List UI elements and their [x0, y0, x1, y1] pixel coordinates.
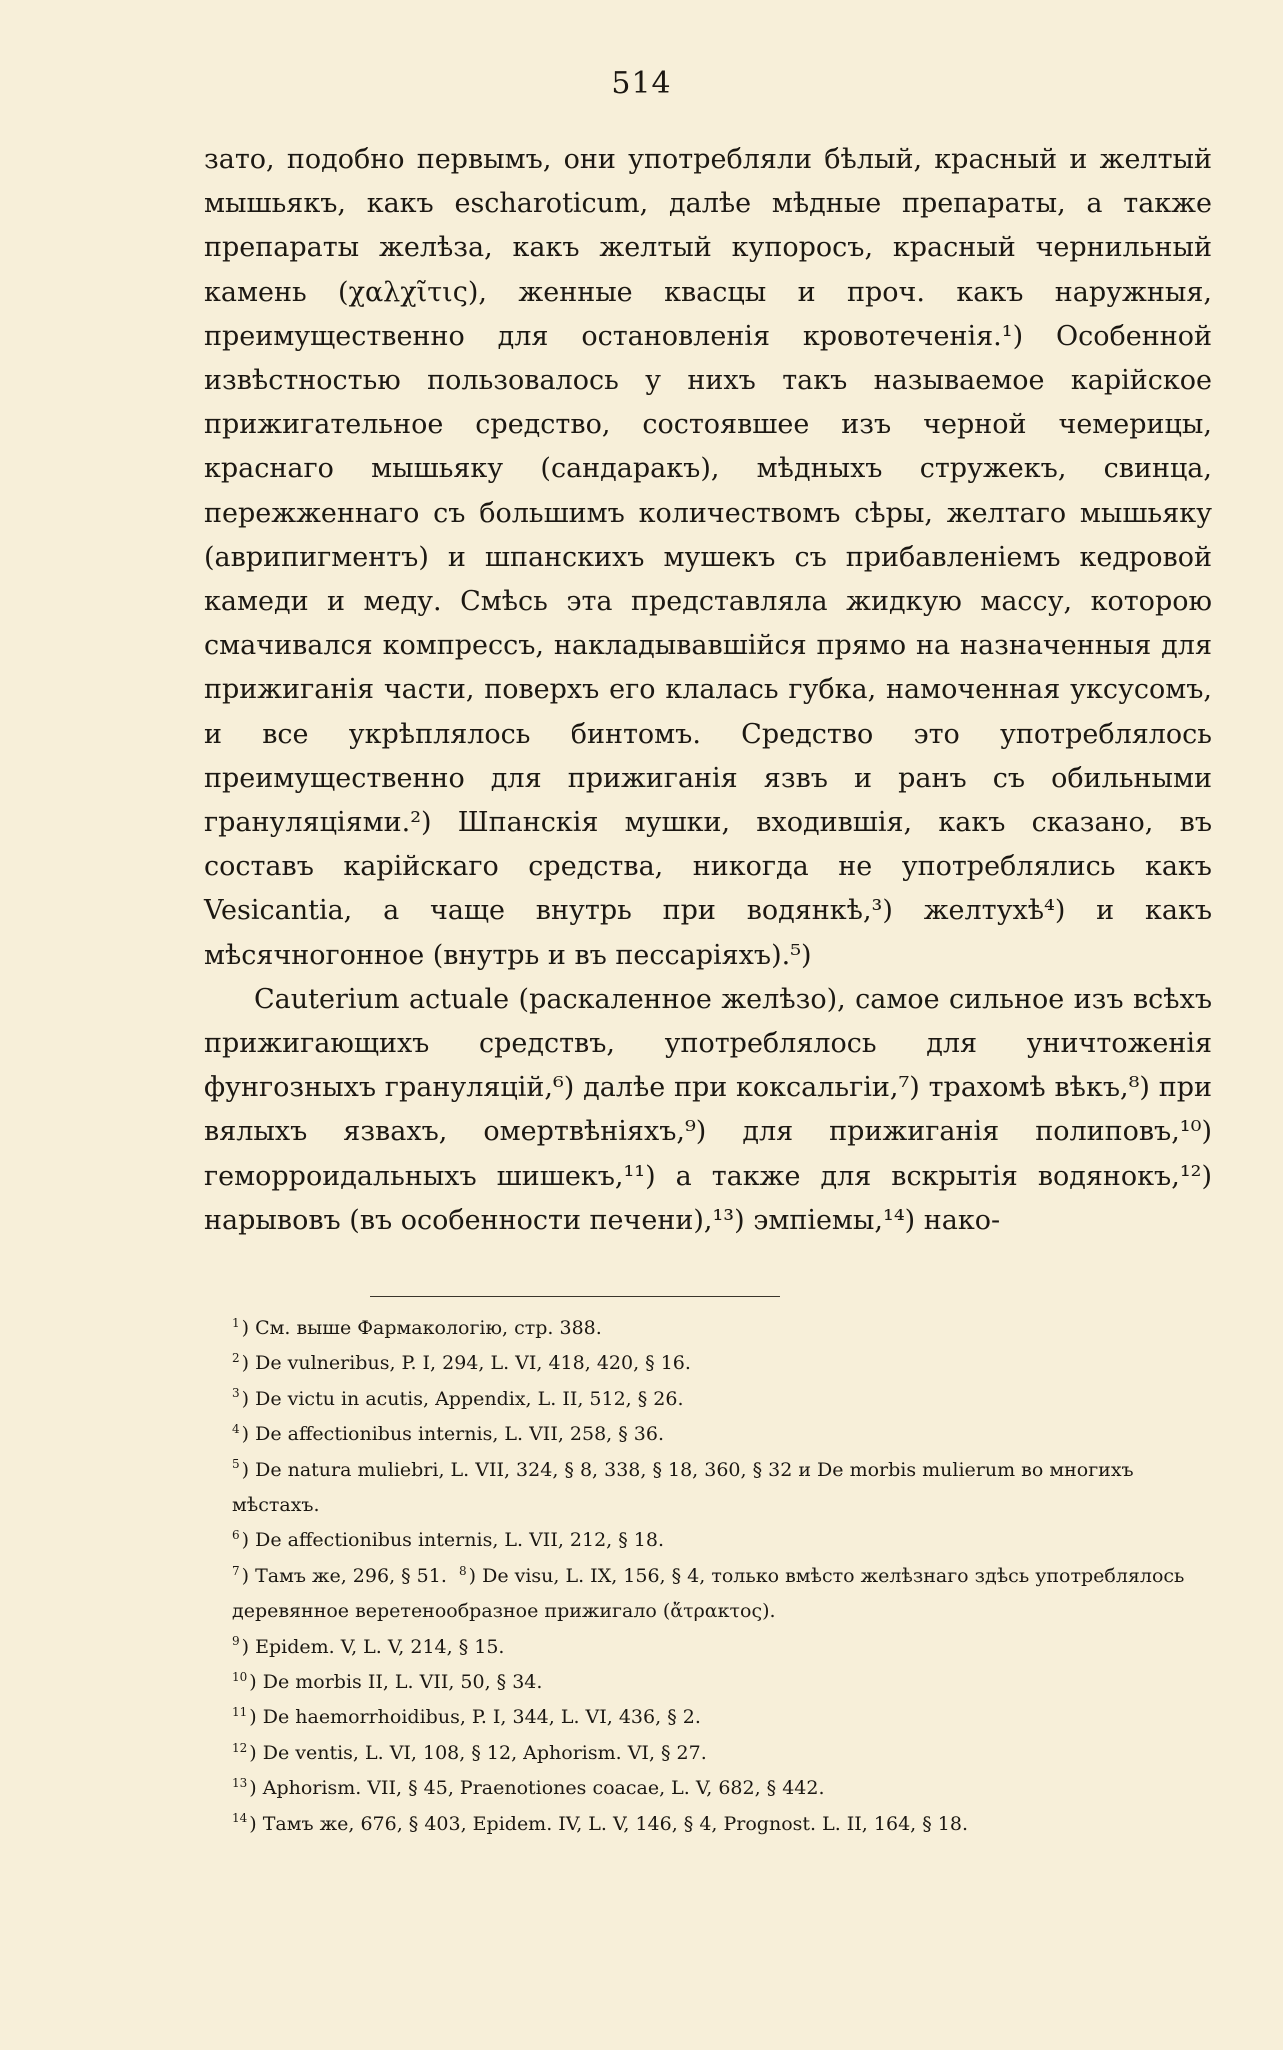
- footnote-number: 6: [232, 1528, 240, 1543]
- footnote-10: $^{10}$ ) De morbis II, L. VII, 50, § 34.: [232, 1669, 543, 1694]
- footnote-text: Aphorism. VII, § 45, Praenotiones coacae, L. V, 682, § 442.: [262, 1777, 825, 1800]
- footnote-number: 3: [232, 1386, 240, 1401]
- footnote-3: $^3$ ) De victu in acutis, Appendix, L. II, 512, § 26.: [232, 1386, 684, 1410]
- main-text: [204, 138, 1212, 1243]
- footnote-14: $^{14}$ ) Тамъ же, 676, § 403, Epidem. IV, L. V, 146, § 4, Prognost. L. II, 164, § 18.: [232, 1811, 968, 1835]
- footnote-7-8: $^7$ ) Тамъ же, 296, § 51. $^8$ ) De visu, L. IX, 156, § 4, только вмѣсто желѣзнаго здѣсь употреблялось деревянное веретенообразное прижигало (ἄτρακτος).: [232, 1563, 1185, 1623]
- footnote-text: De natura muliebri, L. VII, 324, § 8, 338, § 18, 360, § 32 и De morbis mulierum во многихъ мѣстахъ.: [232, 1458, 1134, 1517]
- footnote-6: $^6$ ) De affectionibus internis, L. VII, 212, § 18.: [232, 1528, 665, 1552]
- page-number: 514: [611, 66, 672, 101]
- footnote-number: 7: [232, 1563, 240, 1578]
- footnote-9: $^9$ ) Epidem. V, L. V, 214, § 15.: [232, 1634, 505, 1658]
- footnote-text: De victu in acutis, Appendix, L. II, 512, § 26.: [255, 1387, 684, 1410]
- footnote-12: $^{12}$ ) De ventis, L. VI, 108, § 12, Aphorism. VI, § 27.: [232, 1740, 707, 1764]
- footnote-5: $^5$ ) De natura muliebri, L. VII, 324, § 8, 338, § 18, 360, § 32 и De morbis mulierum во многихъ мѣстахъ.: [232, 1457, 1134, 1517]
- footnote-number: 5: [232, 1457, 240, 1472]
- footnote-text: De vulneribus, P. I, 294, L. VI, 418, 420, § 16.: [255, 1352, 691, 1375]
- footnote-number: 10: [232, 1669, 248, 1684]
- footnote-number: 11: [232, 1705, 248, 1720]
- footnote-number: 14: [232, 1811, 248, 1826]
- footnote-text: Тамъ же, 676, § 403, Epidem. IV, L. V, 146, § 4, Prognost. L. II, 164, § 18.: [262, 1812, 968, 1835]
- footnote-number: 8: [459, 1563, 467, 1578]
- footnote-number: 1: [232, 1315, 240, 1330]
- footnote-text: De affectionibus internis, L. VII, 212, § 18.: [255, 1529, 665, 1552]
- paragraph-1: зато, подобно первымъ, они употребляли бѣлый, красный и желтый мышьякъ, какъ escharoticum, далѣе мѣдные препараты, а также препараты желѣза, какъ желтый купоросъ, красный чернильный камень (χαλχῖτις), женные квасцы и проч. какъ наружныя, преимущественно для остановленія кровотеченія.¹) Особенной извѣстностью пользовалось у нихъ такъ называемое карійское прижигательное средство, состоявшее изъ черной чемерицы, краснаго мышьяку (сандаракъ), мѣдныхъ стружекъ, свинца, пережженнаго съ большимъ количествомъ сѣры, желтаго мышьяку (аврипигментъ) и шпанскихъ мушекъ съ прибавленіемъ кедровой камеди и меду. Смѣсь эта представляла жидкую массу, которою смачивался компрессъ, накладывавшійся прямо на назначенныя для прижиганія части, поверхъ его клалась губка, намоченная уксусомъ, и все укрѣплялось бинтомъ. Средство это употреблялось преимущественно для прижиганія язвъ и ранъ съ обильными грануляціями.²) Шпанскія мушки, входившія, какъ сказано, въ составъ карійскаго средства, никогда не употреблялись какъ Vesicantia, а чаще внутрь при водянкѣ,³) желтухѣ⁴) и какъ мѣсячногонное (внутрь и въ пессаріяхъ).⁵): [204, 144, 1212, 971]
- footnote-text: De affectionibus internis, L. VII, 258, § 36.: [255, 1423, 665, 1446]
- footnote-number: 4: [232, 1421, 240, 1436]
- footnote-13: $^{13}$ ) Aphorism. VII, § 45, Praenotiones coacae, L. V, 682, § 442.: [232, 1775, 825, 1800]
- footnote-number: 2: [232, 1351, 240, 1366]
- footnote-number: 9: [232, 1634, 240, 1649]
- footnote-11: $^{11}$ ) De haemorrhoidibus, P. I, 344, L. VI, 436, § 2.: [232, 1705, 701, 1729]
- footnote-text: Тамъ же, 296, § 51.: [255, 1564, 447, 1587]
- footnote-text: De haemorrhoidibus, P. I, 344, L. VI, 436, § 2.: [262, 1706, 701, 1729]
- footnote-text: См. выше Фармакологію, стр. 388.: [255, 1317, 602, 1339]
- paragraph-2: Cauterium actuale (раскаленное желѣзо), самое сильное изъ всѣхъ прижигающихъ средствъ, употреблялось для уничтоженія фунгозныхъ грануляцій,⁶) далѣе при коксальгіи,⁷) трахомѣ вѣкъ,⁸) при вялыхъ язвахъ, омертвѣніяхъ,⁹) для прижиганія полиповъ,¹⁰) геморроидальныхъ шишекъ,¹¹) а также для вскрытія водянокъ,¹²) нарывовъ (въ особенности печени),¹³) эмпіемы,¹⁴) нако-: [204, 983, 1212, 1236]
- footnote-1: $^1$ ) См. выше Фармакологію, стр. 388.: [232, 1315, 602, 1339]
- footnotes: [208, 1311, 1210, 1842]
- footnote-number: 12: [232, 1740, 248, 1755]
- footnote-text: De morbis II, L. VII, 50, § 34.: [262, 1671, 543, 1694]
- footnote-4: $^4$ ) De affectionibus internis, L. VII, 258, § 36.: [232, 1421, 665, 1446]
- footnote-divider: [370, 1296, 780, 1297]
- footnote-2: $^2$ ) De vulneribus, P. I, 294, L. VI, 418, 420, § 16.: [232, 1351, 691, 1375]
- footnote-text: Epidem. V, L. V, 214, § 15.: [255, 1635, 505, 1658]
- footnote-text: De visu, L. IX, 156, § 4, только вмѣсто желѣзнаго здѣсь употреблялось деревянное веретенообразное прижигало (ἄτρακτος).: [232, 1564, 1185, 1623]
- footnote-text: De ventis, L. VI, 108, § 12, Aphorism. VI, § 27.: [262, 1741, 707, 1764]
- footnote-number: 13: [232, 1775, 248, 1790]
